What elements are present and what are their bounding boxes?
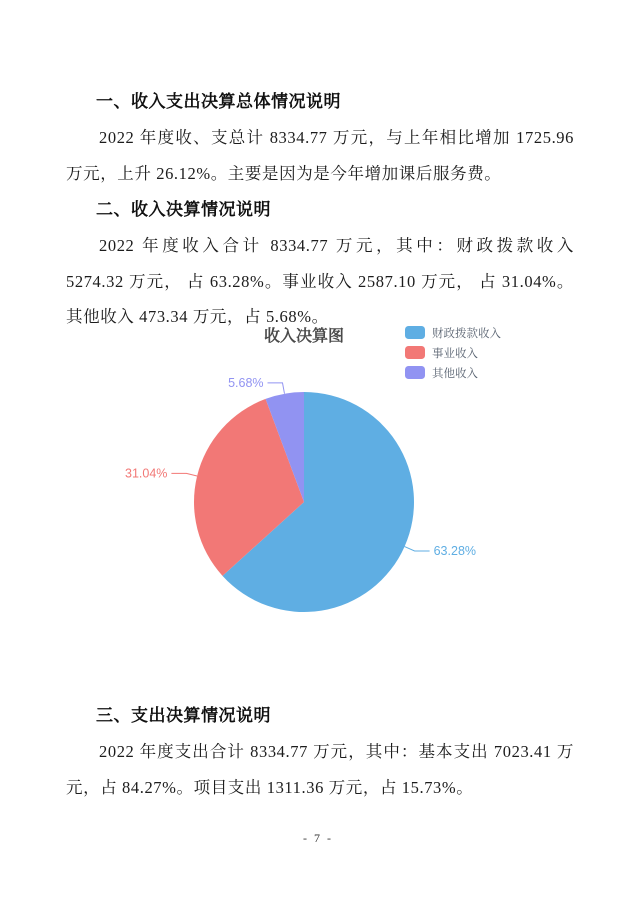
pie-chart-svg (66, 318, 570, 648)
legend-label: 事业收入 (432, 348, 478, 360)
section-heading: 一、收入支出决算总体情况说明 (96, 92, 341, 111)
slice-percentage-label: 63.28% (433, 544, 477, 559)
section-body: 2022 年度收、支总计 8334.77 万元，与上年相比增加 1725.96 万元，上升 26.12%。主要是因为是今年增加课后服务费。 (66, 128, 574, 183)
income-pie-chart (66, 318, 570, 648)
legend-swatch-事业收入 (405, 346, 425, 359)
chart-title: 收入决算图 (263, 328, 345, 345)
section-body: 2022 年度支出合计 8334.77 万元，其中：基本支出 7023.41 万元，占 84.27%。项目支出 1311.36 万元，占 15.73%。 (66, 742, 574, 797)
section-expenditure (66, 698, 574, 805)
label-leader-line (405, 547, 430, 551)
legend-label: 财政拨款收入 (432, 328, 501, 340)
legend-label: 其他收入 (432, 368, 478, 380)
page-number: - 7 - (303, 831, 333, 845)
legend-swatch-其他收入 (405, 366, 425, 379)
slice-percentage-label: 5.68% (228, 375, 264, 390)
label-leader-line (268, 383, 285, 394)
section-heading: 二、收入决算情况说明 (96, 200, 271, 219)
section-overall (66, 84, 574, 191)
section-income (66, 192, 574, 335)
label-leader-line (171, 473, 197, 476)
section-body: 2022 年度收入合计 8334.77 万元，其中：财政拨款收入 5274.32 万元， 占 63.28%。事业收入 2587.10 万元， 占 31.04%。其他收入 473.34 万元，占 5.68%。 (66, 236, 574, 326)
section-heading: 三、支出决算情况说明 (96, 706, 271, 725)
legend-swatch-财政拨款收入 (405, 326, 425, 339)
slice-percentage-label: 31.04% (125, 466, 168, 481)
